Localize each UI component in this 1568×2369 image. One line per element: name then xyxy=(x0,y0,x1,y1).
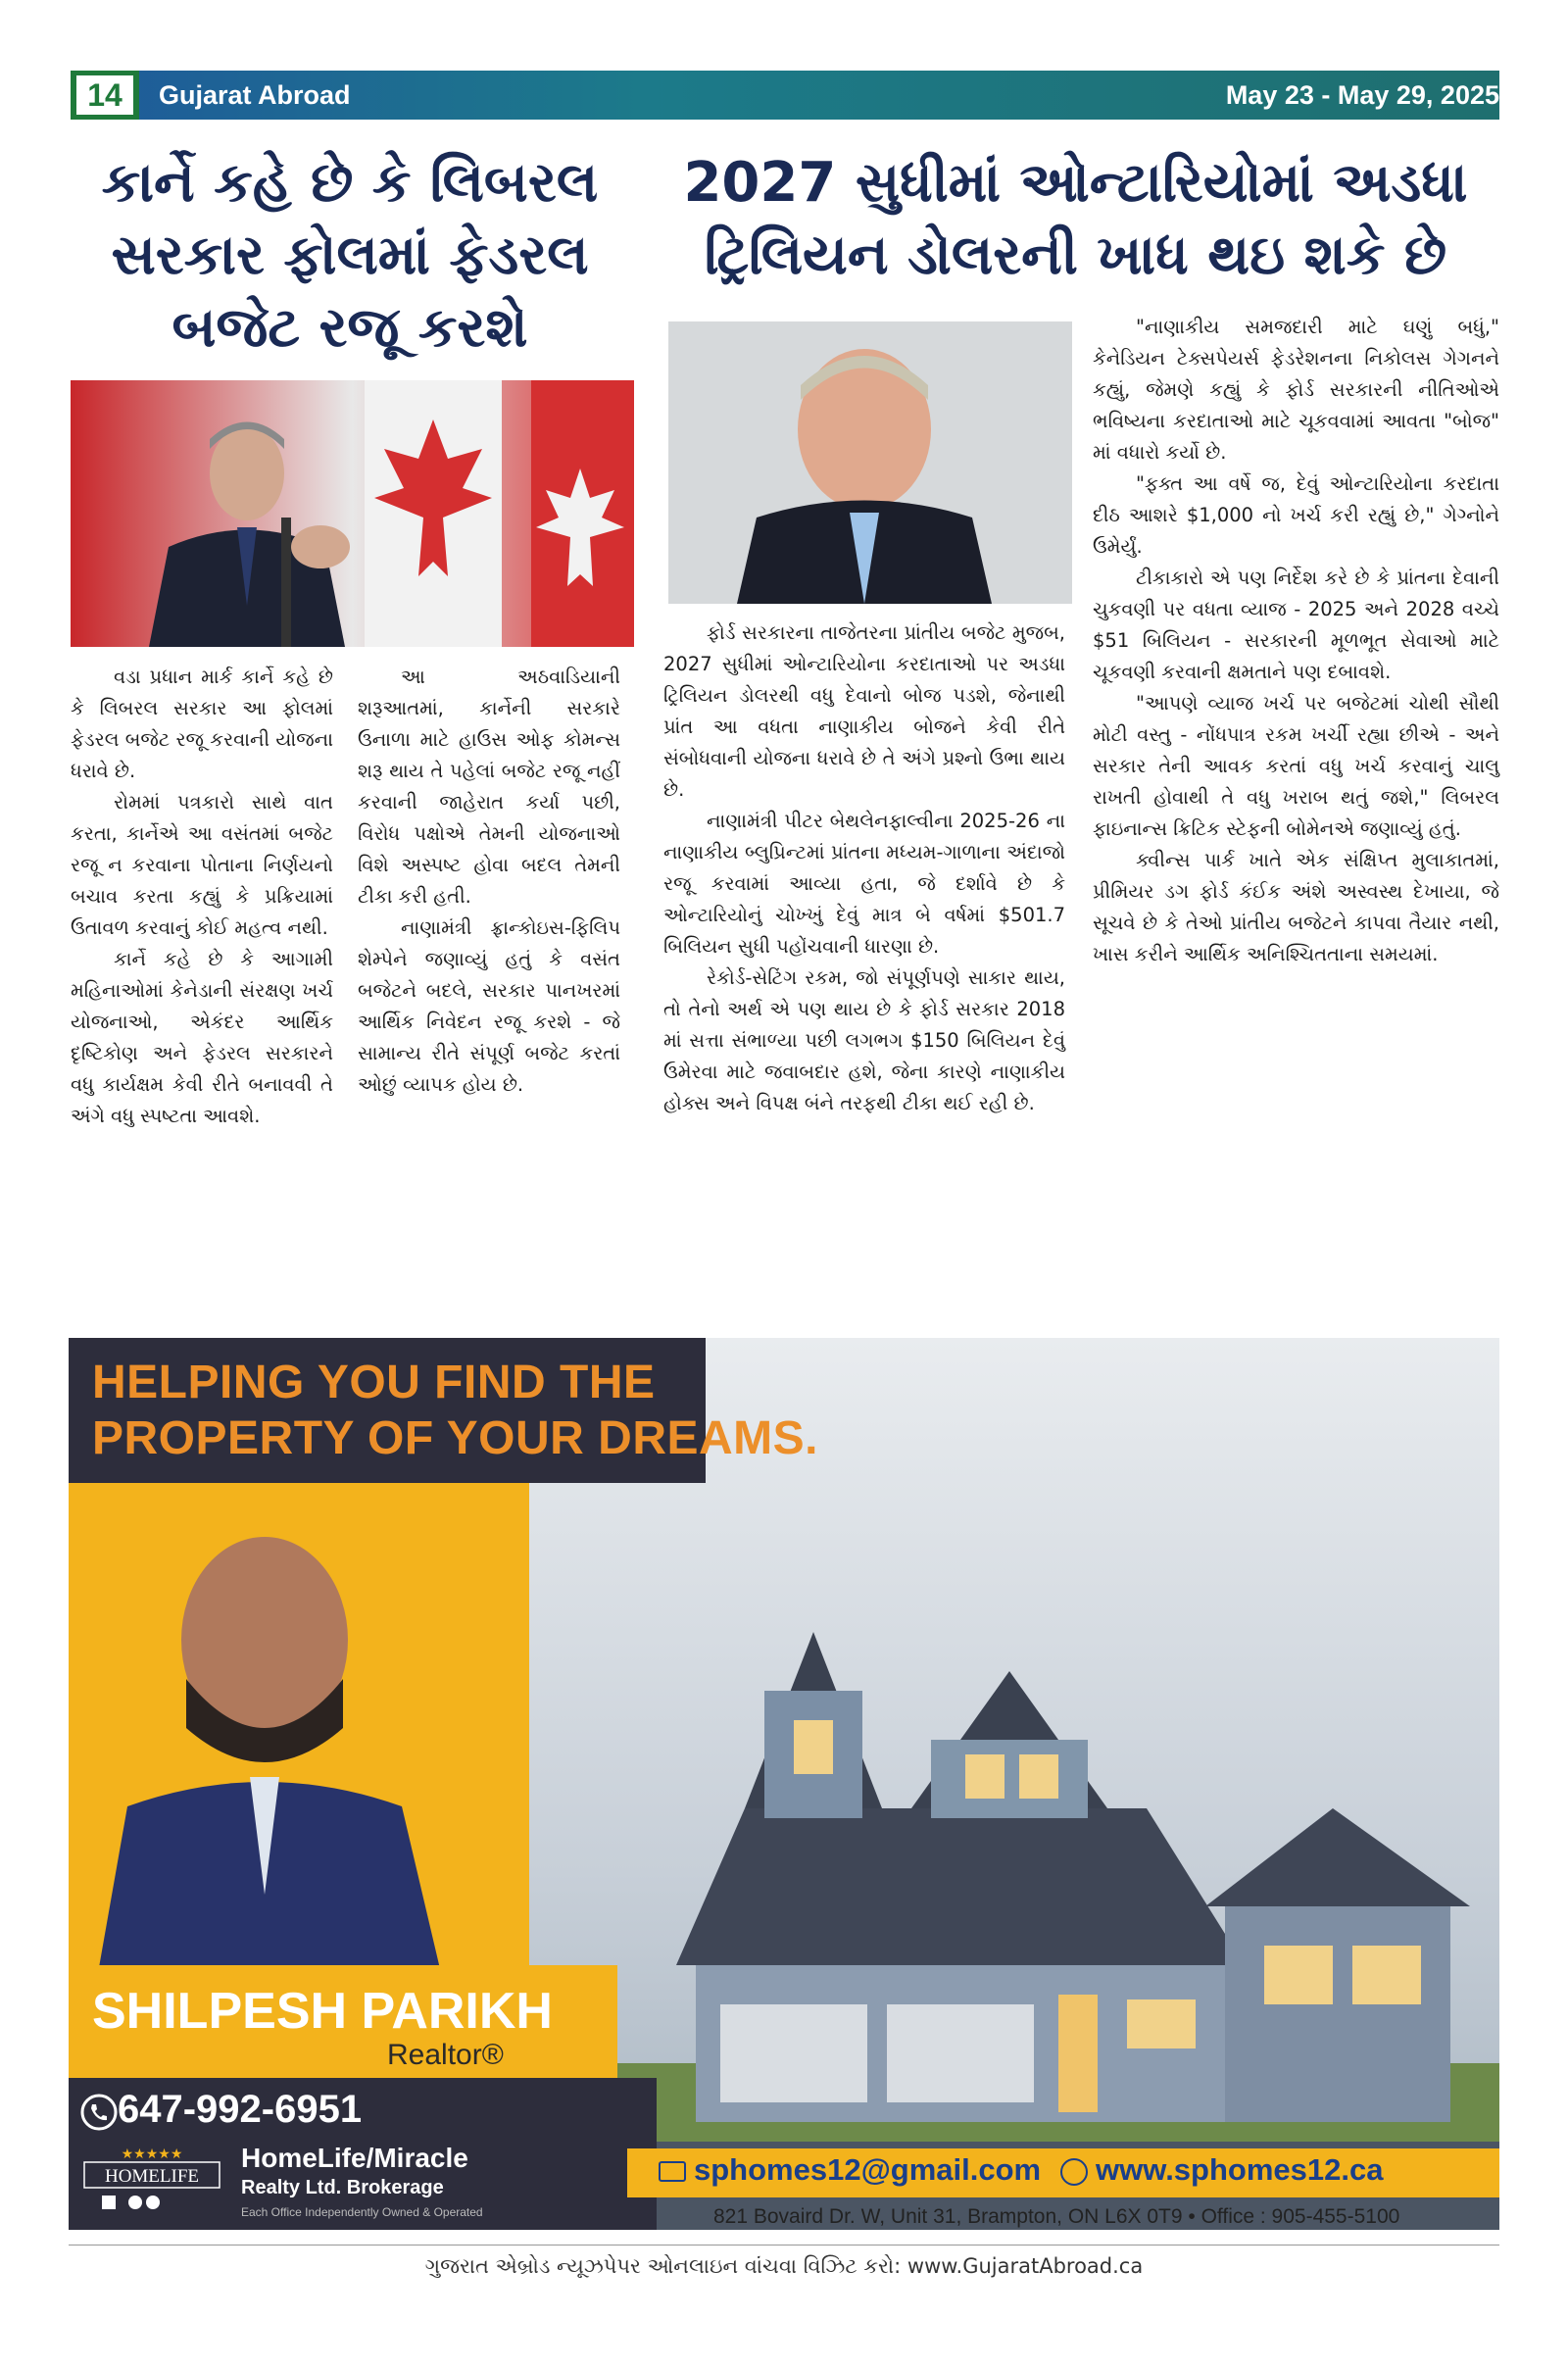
agent-name: SHILPESH PARIKH xyxy=(92,1983,553,2040)
page-number-badge xyxy=(71,71,139,120)
left-article-column-1 xyxy=(71,662,333,1132)
paragraph: આ અઠવાડિયાની શરૂઆતમાં, કાર્નેની સરકારે ઉનાળા માટે હાઉસ ઓફ કોમન્સ શરૂ થાય તે પહેલાં બજેટ રજૂ નહીં કરવાની જાહેરાત કર્યા પછી, વિરોધ પક્ષોએ તેમની યોજનાઓ વિશે અસ્પષ્ટ હોવા બદલ તેમની ટીકા કરી હતી. xyxy=(358,666,620,908)
paragraph: ટીકાકારો એ પણ નિર્દેશ કરે છે કે પ્રાંતના દેવાની ચુકવણી પર વધતા વ્યાજ - 2025 અને 2028 વચ્ચે $51 બિલિયન - સરકારની મૂળભૂત સેવાઓ માટે ચૂકવણી કરવાની ક્ષમતાને પણ દબાવશે. xyxy=(1093,567,1499,683)
left-article-headline: કાર્ને કહે છે કે લિબરલ સરકાર ફોલમાં ફેડરલ બજેટ રજૂ કરશે xyxy=(101,151,599,360)
paragraph: "ફક્ત આ વર્ષે જ, દેવું ઓન્ટારિયોના કરદાતા દીઠ આશરે $1,000 નો ખર્ચ કરી રહ્યું છે," ગેગ્નોને ઉમેર્યું. xyxy=(1093,472,1499,558)
paragraph: ફોર્ડ સરકારના તાજેતરના પ્રાંતીય બજેટ મુજબ, 2027 સુધીમાં ઓન્ટારિયોના કરદાતાઓ પર અડધા ટ્રિલિયન ડોલરથી વધુ દેવાનો બોજ પડશે, જેનાથી પ્રાંત આ વધતા નાણાકીય બોજને કેવી રીતે સંબોધવાની યોજના ધરાવે છે તે અંગે પ્રશ્નો ઉભા થાય છે. xyxy=(663,621,1065,801)
ad-headline-line-2: PROPERTY OF YOUR DREAMS. xyxy=(92,1412,818,1464)
email-icon xyxy=(659,2161,686,2182)
publication-name: Gujarat Abroad xyxy=(159,80,351,110)
carney-photo xyxy=(71,380,634,647)
agent-photo-panel xyxy=(69,1483,529,1973)
agent-photo xyxy=(69,1483,529,1973)
website-text: www.sphomes12.ca xyxy=(1096,2152,1384,2187)
paragraph: રોમમાં પત્રકારો સાથે વાત કરતા, કાર્નેએ આ વસંતમાં બજેટ રજૂ ન કરવાના પોતાના નિર્ણયનો બચાવ કરતા કહ્યું કે પ્રક્રિયામાં ઉતાવળ કરવાનું કોઈ મહત્વ નથી. xyxy=(71,791,333,939)
footer-divider xyxy=(69,2245,1499,2246)
issue-date: May 23 - May 29, 2025 xyxy=(1225,80,1499,110)
right-article-column-1 xyxy=(663,617,1065,1119)
agent-phone[interactable]: 647-992-6951 xyxy=(118,2088,363,2131)
paragraph: કાર્ને કહે છે કે આગામી મહિનાઓમાં કેનેડાની સંરક્ષણ ખર્ચ યોજનાઓ, એકંદર આર્થિક દૃષ્ટિકોણ અને ફેડરલ સરકારને વધુ કાર્યક્ષમ કેવી રીતે બનાવવી તે અંગે વધુ સ્પષ્ટતા આવશે. xyxy=(71,948,333,1127)
paragraph: નાણામંત્રી ફ્રાન્કોઇસ-ફિલિપ શેમ્પેને જણાવ્યું હતું કે વસંત બજેટને બદલે, સરકાર પાનખરમાં આર્થિક નિવેદન રજૂ કરશે - જે સામાન્ય રીતે સંપૂર્ણ બજેટ કરતાં ઓછું વ્યાપક હોય છે. xyxy=(358,916,620,1096)
paragraph: રેકોર્ડ-સેટિંગ રકમ, જો સંપૂર્ણપણે સાકાર થાય, તો તેનો અર્થ એ પણ થાય છે કે ફોર્ડ સરકાર 2018 માં સત્તા સંભાળ્યા પછી લગભગ $150 બિલિયન દેવું ઉમેરવા માટે જવાબદાર હશે, જેના કારણે નાણાકીય હોક્સ અને વિપક્ષ બંને તરફથી ટીકા થઈ રહી છે. xyxy=(663,966,1065,1114)
brokerage-name: HomeLife/Miracle xyxy=(241,2143,468,2173)
globe-icon xyxy=(1060,2158,1088,2186)
svg-text:★★★★★: ★★★★★ xyxy=(121,2147,183,2162)
office-address: 821 Bovaird Dr. W, Unit 31, Brampton, ON L6X 0T9 • Office : 905-455-5100 xyxy=(713,2205,1400,2228)
brokerage-subtitle: Realty Ltd. Brokerage xyxy=(241,2177,444,2198)
phone-icon xyxy=(80,2094,118,2131)
footer-text: ગુજરાત એબ્રોડ ન્યૂઝપેપર ઓનલાઇન વાંચવા વિઝિટ કરો: www.GujaratAbroad.ca xyxy=(424,2254,1144,2278)
ford-photo xyxy=(668,321,1072,604)
paragraph: વડા પ્રધાન માર્ક કાર્ને કહે છે કે લિબરલ સરકાર આ ફોલમાં ફેડરલ બજેટ રજૂ કરવાની યોજના ધરાવે છે. xyxy=(71,666,333,782)
homelife-logo xyxy=(80,2145,223,2213)
right-article-column-2 xyxy=(1093,312,1499,970)
page-number: 14 xyxy=(76,75,133,115)
paragraph: ક્વીન્સ પાર્ક ખાતે એક સંક્ષિપ્ત મુલાકાતમાં, પ્રીમિયર ડગ ફોર્ડ કંઈક અંશે અસ્વસ્થ દેખાયા, જે સૂચવે છે કે તેઓ પ્રાંતીય બજેટને કાપવા તૈયાર નથી, ખાસ કરીને આર્થિક અનિશ્ચિતતાના સમયમાં. xyxy=(1093,849,1499,965)
agent-website[interactable] xyxy=(1060,2152,1383,2188)
paragraph: નાણામંત્રી પીટર બેથલેનફાલ્વીના 2025-26 ના નાણાકીય બ્લુપ્રિન્ટમાં પ્રાંતના મધ્યમ-ગાળાના અંદાજો રજૂ કરવામાં આવ્યા હતા, જે દર્શાવે છે કે ઓન્ટારિયોનું ચોખ્ખું દેવું માત્ર બે વર્ષમાં $501.7 બિલિયન સુધી પહોંચવાની ધારણા છે. xyxy=(663,810,1065,958)
right-article-headline: 2027 સુધીમાં ઓન્ટારિયોમાં અડધા ટ્રિલિયન ડોલરની ખાધ થઇ શકે છે xyxy=(683,151,1468,287)
brokerage-note: Each Office Independently Owned & Operated xyxy=(241,2205,483,2219)
ad-headline-line-1: HELPING YOU FIND THE xyxy=(92,1357,656,1408)
paragraph: "નાણાકીય સમજદારી માટે ઘણું બધું," કેનેડિયન ટેક્સપેયર્સ ફેડરેશનના નિકોલસ ગેગનને કહ્યું, જેમણે કહ્યું કે ફોર્ડ સરકારની નીતિઓએ ભવિષ્યના કરદાતાઓ માટે ચૂકવવામાં આવતા "બોજ" માં વધારો કર્યો છે. xyxy=(1093,316,1499,464)
paragraph: "આપણે વ્યાજ ખર્ચ પર બજેટમાં ચોથી સૌથી મોટી વસ્તુ - નોંધપાત્ર રકમ ખર્ચી રહ્યા છીએ - અને સરકાર તેની આવક કરતાં વધુ ખર્ચ કરવાનું ચાલુ રાખતી હોવાથી તે વધુ ખરાબ થતું જશે," લિબરલ ફાઇનાન્સ ક્રિટિક સ્ટેફની બોમેનએ જણાવ્યું હતું. xyxy=(1093,692,1499,840)
agent-title: Realtor® xyxy=(387,2039,504,2071)
agent-email[interactable] xyxy=(659,2152,1041,2188)
logo-text: HOMELIFE xyxy=(104,2166,200,2187)
left-article-column-2 xyxy=(358,662,620,1101)
email-text: sphomes12@gmail.com xyxy=(694,2152,1042,2187)
